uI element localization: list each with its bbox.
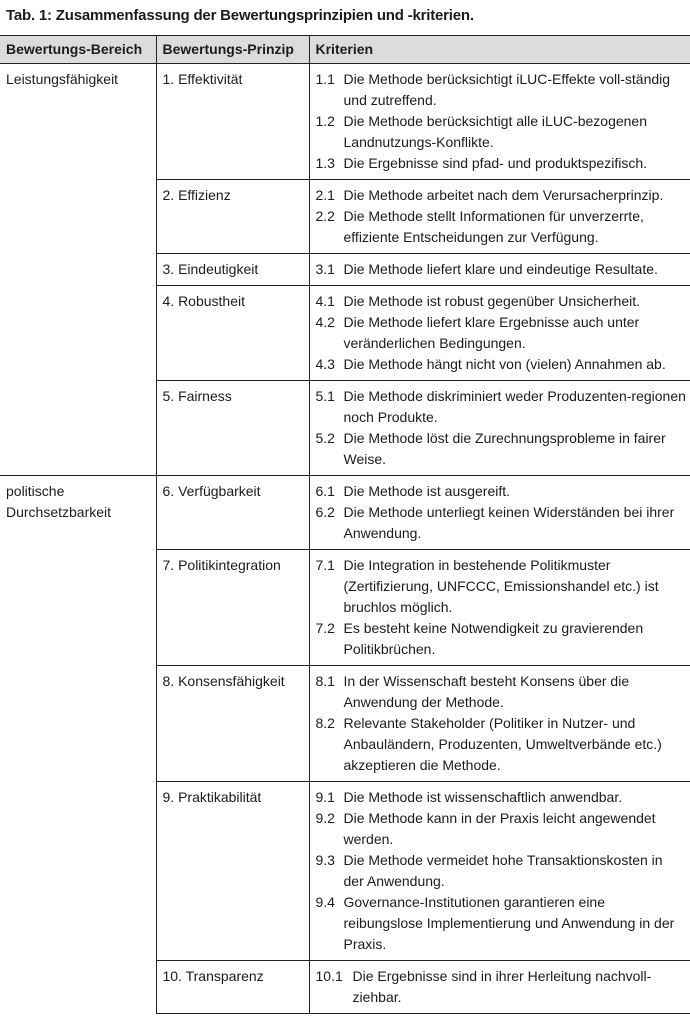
criterion-number: 3.1	[315, 261, 335, 277]
evaluation-principle-cell: 4. Robustheit	[156, 286, 309, 381]
criterion-number: 9.3	[315, 852, 335, 868]
criterion-text: Die Methode liefert klare Ergebnisse auch unter veränderlichen Bedingungen.	[343, 314, 640, 351]
criterion-item	[316, 502, 687, 544]
criterion-text: Die Methode löst die Zurechnungsprobleme in fairer Weise.	[343, 430, 666, 467]
criterion-item	[316, 892, 687, 955]
criterion-number: 2.2	[315, 208, 335, 224]
table-row	[0, 64, 690, 180]
criterion-item	[316, 69, 687, 111]
criterion-number: 10.1	[315, 968, 343, 984]
evaluation-principle-cell: 6. Verfügbarkeit	[156, 476, 309, 550]
criterion-item	[316, 185, 687, 206]
criteria-cell	[309, 961, 690, 1014]
criterion-item	[316, 354, 687, 375]
evaluation-area-cell: politische Durchsetzbarkeit	[0, 476, 156, 1014]
table-body	[0, 64, 690, 1014]
criterion-item	[316, 111, 687, 153]
criterion-item	[316, 850, 687, 892]
criterion-text: Die Methode unterliegt keinen Widerständen bei ihrer Anwendung.	[343, 504, 675, 541]
criterion-text: Die Methode diskriminiert weder Produzenten-regionen noch Produkte.	[343, 388, 686, 425]
criterion-item	[316, 481, 687, 502]
criteria-cell	[309, 64, 690, 180]
column-header-principle: Bewertungs-Prinzip	[156, 36, 309, 64]
evaluation-principle-cell: 9. Praktikabilität	[156, 782, 309, 961]
criterion-item	[316, 312, 687, 354]
criterion-number: 7.1	[315, 557, 335, 573]
criteria-cell	[309, 381, 690, 476]
criterion-number: 2.1	[315, 187, 335, 203]
criterion-item	[316, 555, 687, 618]
evaluation-principle-cell: 8. Konsensfähigkeit	[156, 666, 309, 782]
criterion-item	[316, 966, 687, 1008]
criterion-number: 8.2	[315, 715, 335, 731]
criterion-text: Die Methode arbeitet nach dem Verursacherprinzip.	[343, 187, 664, 203]
criterion-text: Die Methode ist ausgereift.	[343, 483, 511, 499]
criterion-number: 8.1	[315, 673, 335, 689]
criterion-number: 6.1	[315, 483, 335, 499]
table-header-row	[0, 36, 690, 64]
criterion-number: 1.1	[315, 71, 335, 87]
criterion-number: 9.2	[315, 810, 335, 826]
criteria-cell	[309, 286, 690, 381]
criterion-text: Es besteht keine Notwendigkeit zu gravierenden Politikbrüchen.	[343, 620, 644, 657]
criterion-number: 1.2	[315, 113, 335, 129]
criterion-item	[316, 153, 687, 174]
criterion-text: Die Methode berücksichtigt iLUC-Effekte voll-ständig und zutreffend.	[343, 71, 671, 108]
criteria-cell	[309, 782, 690, 961]
criterion-item	[316, 671, 687, 713]
criterion-text: Die Ergebnisse sind pfad- und produktspezifisch.	[343, 155, 648, 171]
criterion-item	[316, 291, 687, 312]
criterion-item	[316, 428, 687, 470]
criterion-text: Die Methode hängt nicht von (vielen) Annahmen ab.	[343, 356, 666, 372]
criterion-item	[316, 259, 687, 280]
criterion-text: Die Methode vermeidet hohe Transaktionskosten in der Anwendung.	[343, 852, 663, 889]
criterion-item	[316, 206, 687, 248]
criterion-number: 1.3	[315, 155, 335, 171]
criteria-cell	[309, 254, 690, 286]
criterion-text: Relevante Stakeholder (Politiker in Nutzer- und Anbauländern, Produzenten, Umweltverbände etc.) akzeptieren die Methode.	[343, 715, 662, 773]
evaluation-principle-cell: 3. Eindeutigkeit	[156, 254, 309, 286]
criterion-text: Die Ergebnisse sind in ihrer Herleitung nachvoll-ziehbar.	[352, 968, 652, 1005]
criterion-text: Die Methode berücksichtigt alle iLUC-bezogenen Landnutzungs-Konflikte.	[343, 113, 648, 150]
criterion-item	[316, 787, 687, 808]
criterion-number: 7.2	[315, 620, 335, 636]
criterion-item	[316, 808, 687, 850]
criterion-text: Die Methode ist robust gegenüber Unsicherheit.	[343, 293, 641, 309]
criterion-number: 9.1	[315, 789, 335, 805]
column-header-area: Bewertungs-Bereich	[0, 36, 156, 64]
criterion-number: 4.1	[315, 293, 335, 309]
evaluation-table	[0, 35, 690, 1014]
criterion-number: 4.3	[315, 356, 335, 372]
criteria-cell	[309, 550, 690, 666]
criterion-text: Die Integration in bestehende Politikmuster (Zertifizierung, UNFCCC, Emissionshandel etc.) ist bruchlos möglich.	[343, 557, 659, 615]
evaluation-principle-cell: 5. Fairness	[156, 381, 309, 476]
criterion-number: 4.2	[315, 314, 335, 330]
criterion-text: Die Methode ist wissenschaftlich anwendbar.	[343, 789, 623, 805]
criterion-text: Die Methode liefert klare und eindeutige Resultate.	[343, 261, 658, 277]
criterion-item	[316, 386, 687, 428]
evaluation-principle-cell: 2. Effizienz	[156, 180, 309, 254]
criterion-number: 6.2	[315, 504, 335, 520]
criterion-item	[316, 713, 687, 776]
criteria-cell	[309, 666, 690, 782]
evaluation-principle-cell: 10. Transparenz	[156, 961, 309, 1014]
criterion-item	[316, 618, 687, 660]
criterion-text: Die Methode stellt Informationen für unverzerrte, effiziente Entscheidungen zur Verfügung.	[343, 208, 644, 245]
evaluation-principle-cell: 7. Politikintegration	[156, 550, 309, 666]
table-caption: Tab. 1: Zusammenfassung der Bewertungsprinzipien und -kriterien.	[6, 7, 474, 24]
criterion-text: Governance-Institutionen garantieren eine reibungslose Implementierung und Anwendung in der Praxis.	[343, 894, 675, 952]
criteria-cell	[309, 476, 690, 550]
criterion-text: In der Wissenschaft besteht Konsens über die Anwendung der Methode.	[343, 673, 630, 710]
criterion-number: 5.1	[315, 388, 335, 404]
evaluation-area-cell: Leistungsfähigkeit	[6, 71, 119, 87]
criteria-cell	[309, 180, 690, 254]
column-header-criteria: Kriterien	[309, 36, 690, 64]
criterion-number: 5.2	[315, 430, 335, 446]
evaluation-principle-cell: 1. Effektivität	[156, 64, 309, 180]
table-row	[0, 476, 690, 550]
criterion-text: Die Methode kann in der Praxis leicht angewendet werden.	[343, 810, 656, 847]
criterion-number: 9.4	[315, 894, 335, 910]
